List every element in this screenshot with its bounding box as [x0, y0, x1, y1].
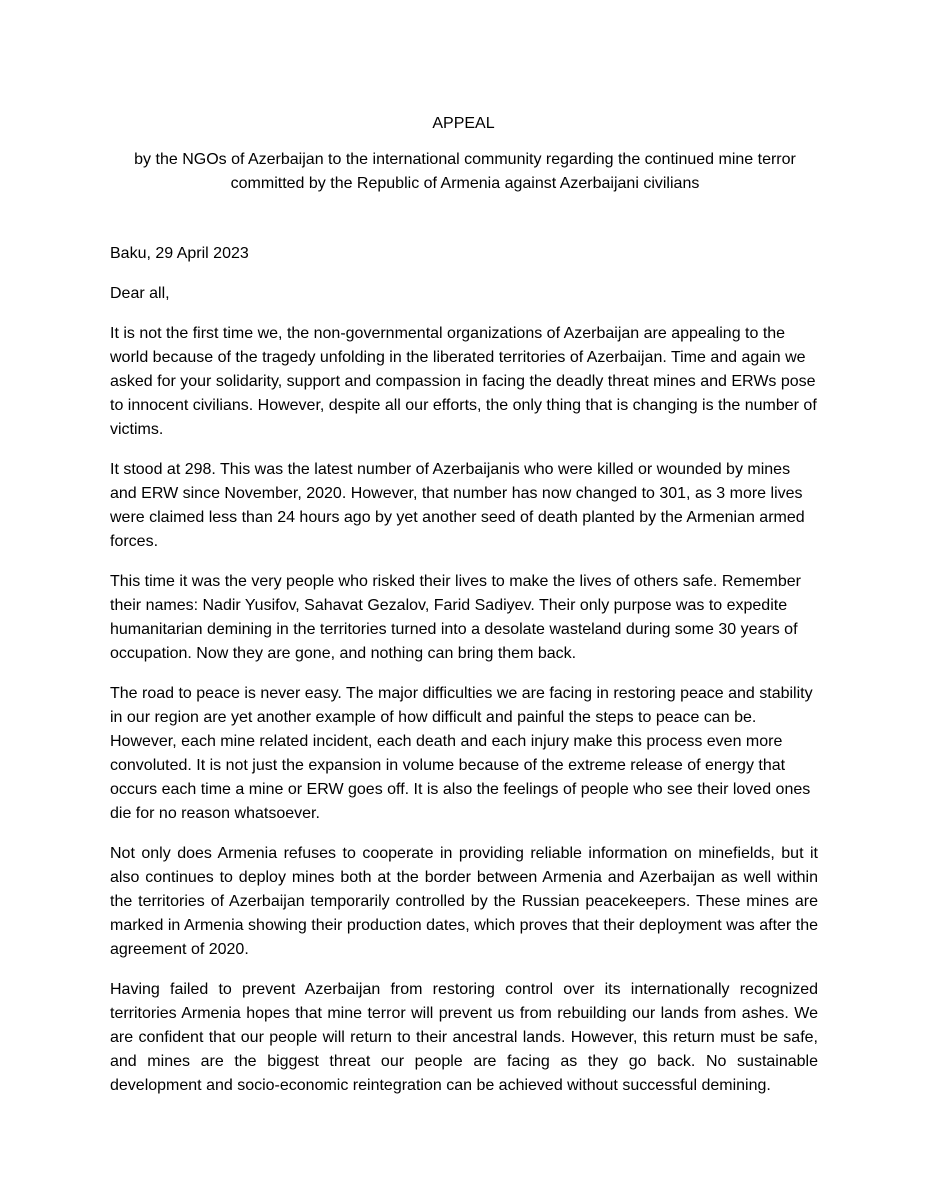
paragraph-6: Having failed to prevent Azerbaijan from restoring control over its internationally recognized territories Armenia hopes that mine terror will prevent us from rebuilding our lands from ashes. We are confident that our people will return to their ancestral lands. However, this return must be safe, and mines are the biggest threat our people are facing as they go back. No sustainable development and socio-economic reintegration can be achieved without successful demining. [110, 981, 818, 1094]
paragraph-3: This time it was the very people who risked their lives to make the lives of others safe. Remember their names: Nadir Yusifov, Sahavat Gezalov, Farid Sadiyev. Their only purpose was to expedite humanitarian demining in the territories turned into a desolate wasteland during some 30 years of occupation. Now they are gone, and nothing can bring them back. [110, 573, 801, 662]
paragraph-5: Not only does Armenia refuses to cooperate in providing reliable information on minefields, but it also continues to deploy mines both at the border between Armenia and Azerbaijan as well within the territories of Azerbaijan temporarily controlled by the Russian peacekeepers. These mines are marked in Armenia showing their production dates, which proves that their deployment was after the agreement of 2020. [110, 845, 818, 958]
document-subtitle: by the NGOs of Azerbaijan to the international community regarding the continued mine terror committed by the Republic of Armenia against Azerbaijani civilians [134, 151, 796, 192]
paragraph-1: It is not the first time we, the non-governmental organizations of Azerbaijan are appealing to the world because of the tragedy unfolding in the liberated territories of Azerbaijan. Time and again we asked for your solidarity, support and compassion in facing the deadly threat mines and ERWs pose to innocent civilians. However, despite all our efforts, the only thing that is changing is the number of victims. [110, 325, 817, 438]
document-body [110, 242, 818, 1114]
paragraph-4: The road to peace is never easy. The major difficulties we are facing in restoring peace and stability in our region are yet another example of how difficult and painful the steps to peace can be. However, each mine related incident, each death and each injury make this process even more convoluted. It is not just the expansion in volume because of the extreme release of energy that occurs each time a mine or ERW goes off. It is also the feelings of people who see their loved ones die for no reason whatsoever. [110, 685, 813, 822]
document-title: APPEAL [432, 115, 495, 132]
paragraph-2: It stood at 298. This was the latest number of Azerbaijanis who were killed or wounded by mines and ERW since November, 2020. However, that number has now changed to 301, as 3 more lives were claimed less than 24 hours ago by yet another seed of death planted by the Armenian armed forces. [110, 461, 805, 550]
salutation: Dear all, [110, 285, 170, 302]
date-line: Baku, 29 April 2023 [110, 245, 249, 262]
